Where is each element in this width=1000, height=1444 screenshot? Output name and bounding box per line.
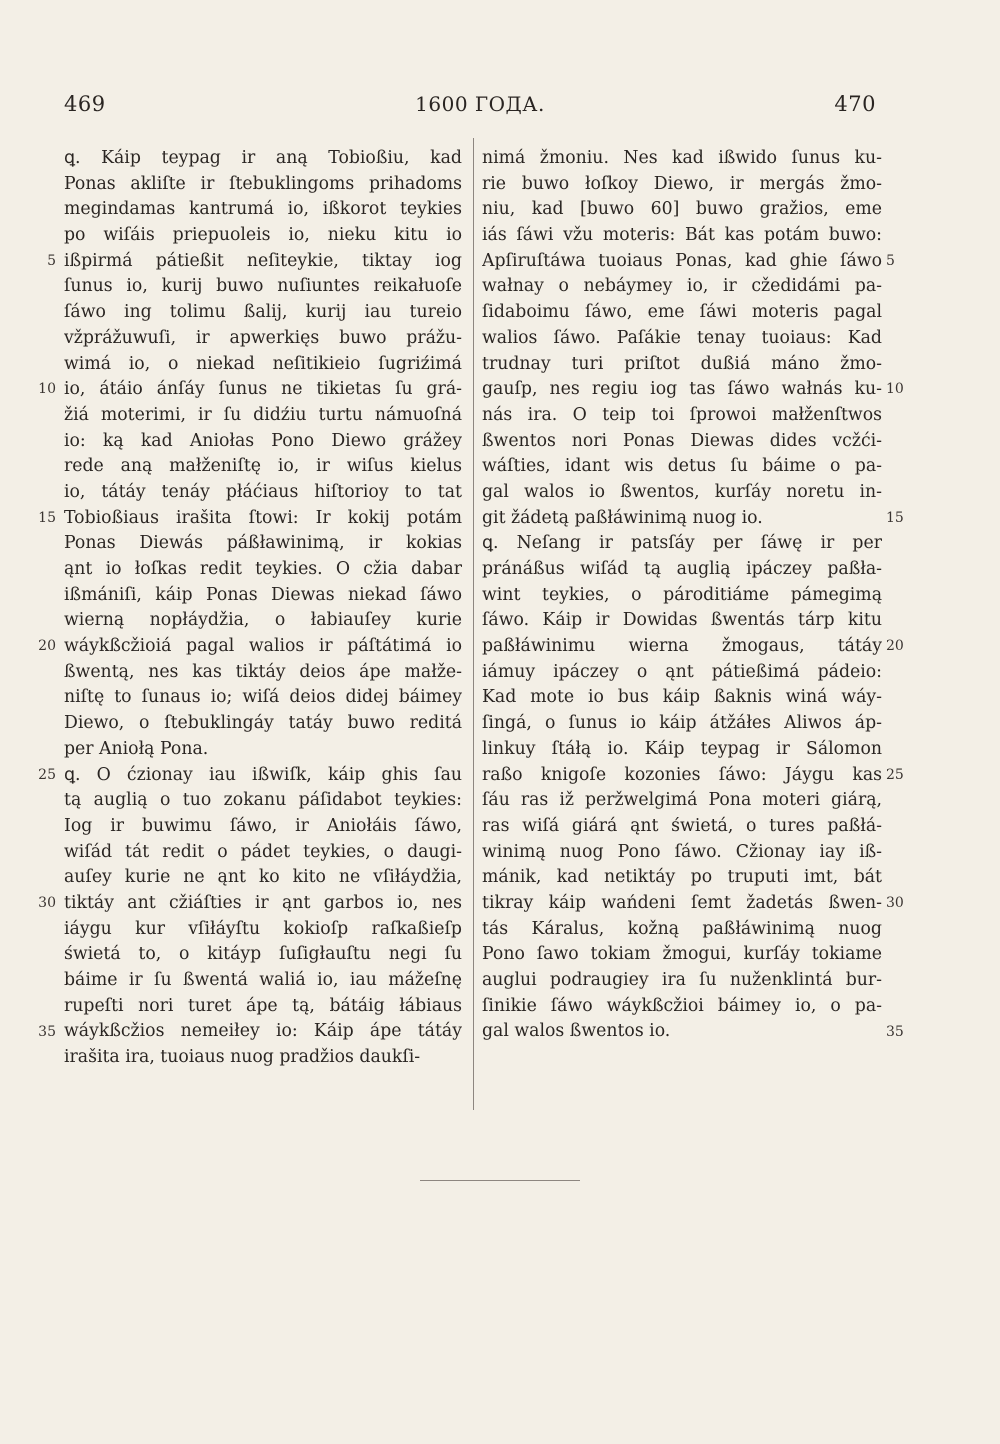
text-line: tą auglią o tuo zokanu páſidabot teykies: [64, 790, 462, 811]
text-line: nás ira. O teip toi ſprowoi małženſtwos [482, 404, 882, 425]
text-line: Tobioßiaus irašita ſtowi: Ir kokij potám [64, 507, 462, 528]
text-line: io, tátáy tenáy płáćiaus hiſtorioy to tat [64, 481, 462, 502]
text-line: wáykßcžios nemeiłey io: Káip ápe tátáy [64, 1021, 462, 1042]
text-line: trudnay turi priſtot dußiá máno žmo- [482, 353, 882, 374]
text-line: per Aniołą Pona. [64, 738, 209, 759]
text-line: tiktáy ant cžiáſties ir ąnt garbos io, nes [64, 892, 462, 913]
text-line: iámuy ipáczey o ąnt pátießimá pádeio: [482, 661, 882, 682]
right-column-text [482, 146, 882, 1045]
text-line: Ponas Diewás páßławinimą, ir kokias [64, 533, 462, 554]
text-line: wáykßcžioiá pagal walios ir páſtátimá io [64, 636, 462, 657]
text-line: paßłáwinimu wierna žmogaus, tátáy [482, 636, 882, 657]
text-line: ąnt io łoſkas redit teykies. O cžia dabar [64, 559, 462, 579]
text-line: io: ką kad Aniołas Pono Diewo grážey [64, 430, 462, 451]
text-line: wáſties, idant wis detus ſu báime o pa- [482, 456, 882, 477]
right-page-number: 470 [834, 92, 876, 116]
line-number-left: 30 [38, 895, 56, 912]
line-number-left: 20 [38, 638, 56, 655]
text-line: rupeſti nori turet ápe tą, bátáig łábiaus [64, 995, 462, 1016]
text-line: gal walos ßwentos io. [482, 1021, 671, 1042]
text-line: gauſp, nes regiu iog tas ſáwo wałnás ku- [482, 379, 882, 400]
text-line: Iog ir buwimu ſáwo, ir Aniołáis ſáwo, [64, 815, 462, 836]
text-line: tás Káralus, kožną paßłáwinimą nuog [482, 918, 882, 939]
text-line: žiá moterimi, ir ſu didźiu turtu námuoſná [64, 404, 462, 425]
line-number-right: 25 [886, 766, 904, 783]
text-line: rie buwo łoſkoy Diewo, ir mergás žmo- [482, 173, 882, 194]
text-line: ꝗ. O ćzionay iau ißwiſk, káip ghis ſau [64, 764, 462, 785]
text-line: ras wiſá giárá ąnt świetá, o tures paßłá- [482, 815, 882, 836]
text-line: ßwentos nori Ponas Diewas dides vcžći- [482, 430, 882, 451]
text-line: io, átáio ánſáy ſunus ne tikietas ſu grá- [64, 379, 462, 400]
text-line: ſáu ras iž peržwelgimá Pona moteri giárą, [482, 790, 882, 811]
text-line: wiſád tát redit o pádet teykies, o daugi- [64, 841, 462, 862]
text-line: báime ir ſu ßwentá waliá io, iau mážeſnę [64, 970, 462, 990]
text-line: ſidaboimu ſáwo, eme ſáwi moteris pagal [482, 302, 882, 323]
line-number-right: 15 [886, 509, 904, 526]
text-line: ſinikie ſáwo wáykßcžioi báimey io, o pa- [482, 995, 882, 1016]
text-line: wimá io, o niekad neſitikieio ſugriźimá [64, 353, 462, 374]
text-line: ꝗ. Neſang ir patsſáy per ſáwę ir per [482, 533, 882, 554]
text-line: niu, kad [buwo 60] buwo gražios, eme [482, 199, 882, 220]
text-line: Kad mote io bus káip ßaknis winá wáy- [482, 687, 882, 708]
text-line: Pono ſawo tokiam žmogui, kurſáy tokiame [482, 944, 882, 965]
text-line: świetá to, o kitáyp ſuſigłauſtu negi ſu [64, 944, 462, 965]
text-line: winimą nuog Pono ſáwo. Cžionay iay iß- [482, 841, 882, 862]
text-line: iás ſáwi vžu moteris: Bát kas potám buwo: [482, 225, 882, 246]
text-line: vžprážuwuſi, ir apwerkięs buwo prážu- [64, 327, 462, 348]
text-line: mánik, kad netiktáy po truputi imt, bát [482, 867, 882, 888]
left-page-number: 469 [64, 92, 106, 116]
text-line: ſunus io, kurij buwo nuſiuntes reikałuoſe [64, 276, 462, 297]
line-number-left: 35 [38, 1023, 56, 1040]
text-line: ißmániſi, káip Ponas Diewas niekad ſáwo [64, 584, 462, 605]
text-line: ſáwo. Káip ir Dowidas ßwentás tárp kitu [482, 610, 882, 631]
text-line: ſingá, o ſunus io káip átžáłes Aliwos áp- [482, 713, 882, 734]
line-number-right: 20 [886, 638, 904, 655]
line-number-right: 5 [886, 252, 895, 269]
running-head: 1600 ГОДА. [415, 92, 545, 116]
line-number-left: 25 [38, 766, 56, 783]
text-line: wałnay o nebáymey io, ir cžedidámi pa- [482, 276, 882, 297]
text-line: Ponas akliſte ir ſtebuklingoms prihadoms [64, 173, 462, 194]
text-line: auglui podraugiey ira ſu nuženklintá bur- [482, 970, 882, 990]
text-line: iáygu kur vſiłáyſtu kokioſp raſkaßieſp [64, 918, 462, 939]
text-line: wierną nopłáydžia, o łabiauſey kurie [64, 610, 462, 631]
line-number-right: 30 [886, 895, 904, 912]
text-line: raßo knigoſe kozonies ſáwo: Jáygu kas [482, 764, 882, 785]
text-line: ßwentą, nes kas tiktáy deios ápe małže- [64, 661, 462, 682]
text-line: auſey kurie ne ąnt ko kito ne vſiłáydžia, [64, 867, 462, 888]
text-line: niſtę to ſunaus io; wiſá deios didej báimey [64, 687, 462, 708]
line-number-right: 35 [886, 1023, 904, 1040]
text-line: git žádetą paßłáwinimą nuog io. [482, 507, 763, 528]
text-line: rede aną małženiſtę io, ir wiſus kielus [64, 456, 462, 477]
text-line: ꝗ. Káip teypag ir aną Tobioßiu, kad [64, 148, 462, 168]
text-line: tikray káip wańdeni ſemt žadetás ßwen- [482, 892, 882, 913]
text-line: megindamas kantrumá io, ißkorot teykies [64, 199, 462, 220]
footnote-rule [420, 1180, 580, 1181]
text-line: po wiſáis priepuoleis io, nieku kitu io [64, 225, 462, 246]
line-number-left: 5 [47, 252, 56, 269]
text-line: nimá žmoniu. Nes kad ißwido ſunus ku- [482, 148, 882, 168]
text-line: irašita ira, tuoiaus nuog pradžios daukſi- [64, 1047, 421, 1068]
text-line: ißpirmá pátießit neſiteykie, tiktay iog [64, 250, 462, 271]
text-line: Diewo, o ſtebuklingáy tatáy buwo reditá [64, 713, 462, 734]
text-line: gal walos io ßwentos, kurſáy noretu in- [482, 481, 882, 502]
column-divider [473, 138, 474, 1110]
text-line: ſáwo ing tolimu ßalij, kurij iau tureio [64, 302, 462, 323]
line-number-right: 10 [886, 381, 904, 398]
line-number-left: 15 [38, 509, 56, 526]
text-line: walios ſáwo. Paſákie tenay tuoiaus: Kad [482, 327, 882, 348]
left-column-text [64, 146, 462, 1071]
text-line: wint teykies, o pároditiáme pámegimą [482, 584, 882, 605]
line-number-left: 10 [38, 381, 56, 398]
text-line: pránáßus wiſád tą auglią ipáczey paßła- [482, 559, 882, 579]
text-line: linkuy ſtáłą io. Káip teypag ir Sálomon [482, 738, 882, 759]
text-line: Apſiruſtáwa tuoiaus Ponas, kad ghie ſáwo [482, 250, 882, 271]
